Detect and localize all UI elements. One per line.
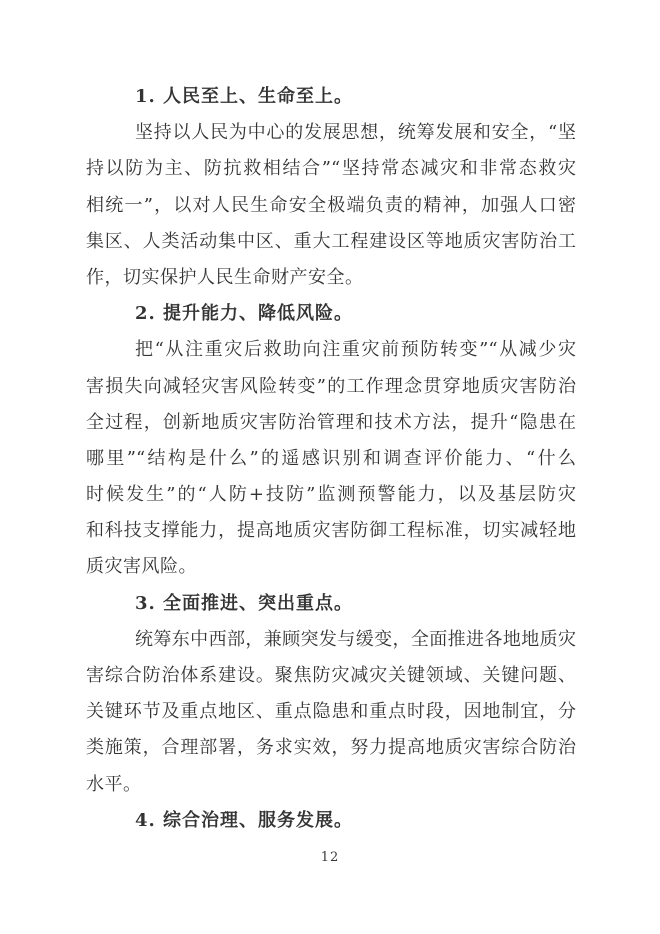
text-line: 害损失向减轻灾害风险转变”的工作理念贯穿地质灾害防治 xyxy=(86,375,576,397)
text-line: 关键环节及重点地区、重点隐患和重点时段，因地制宜，分 xyxy=(86,701,576,723)
text-line: 和科技支撑能力，提高地质灾害防御工程标准，切实减轻地 xyxy=(86,520,576,542)
text-line: 集区、人类活动集中区、重大工程建设区等地质灾害防治工 xyxy=(86,230,576,252)
section-heading: 4. 综合治理、服务发展。 xyxy=(135,809,354,831)
text-line: 时候发生”的“人防+技防”监测预警能力，以及基层防灾 xyxy=(86,484,576,506)
text-line: 坚持以人民为中心的发展思想，统筹发展和安全，“坚 xyxy=(135,122,576,144)
page-number: 12 xyxy=(320,850,340,865)
text-line: 类施策，合理部署，务求实效，努力提高地质灾害综合防治 xyxy=(86,737,576,759)
text-line: 水平。 xyxy=(86,773,142,795)
page-content xyxy=(86,79,576,839)
text-line: 把“从注重灾后救助向注重灾前预防转变”“从减少灾 xyxy=(135,339,576,361)
text-line: 哪里”“结构是什么”的遥感识别和调查评价能力、“什么 xyxy=(86,447,576,469)
text-line: 害综合防治体系建设。聚焦防灾减灾关键领域、关键问题、 xyxy=(86,665,576,686)
section-heading: 2. 提升能力、降低风险。 xyxy=(135,303,354,325)
text-line: 持以防为主、防抗救相结合”“坚持常态减灾和非常态救灾 xyxy=(86,158,576,180)
text-line: 全过程，创新地质灾害防治管理和技术方法，提升“隐患在 xyxy=(86,411,576,433)
text-line: 质灾害风险。 xyxy=(86,556,197,578)
section-heading: 3. 全面推进、突出重点。 xyxy=(135,592,354,614)
text-line: 相统一”，以对人民生命安全极端负责的精神，加强人口密 xyxy=(86,194,576,216)
text-line: 作，切实保护人民生命财产安全。 xyxy=(86,266,364,288)
section-heading: 1. 人民至上、生命至上。 xyxy=(135,86,354,107)
text-line: 统筹东中西部，兼顾突发与缓变，全面推进各地地质灾 xyxy=(135,628,576,650)
